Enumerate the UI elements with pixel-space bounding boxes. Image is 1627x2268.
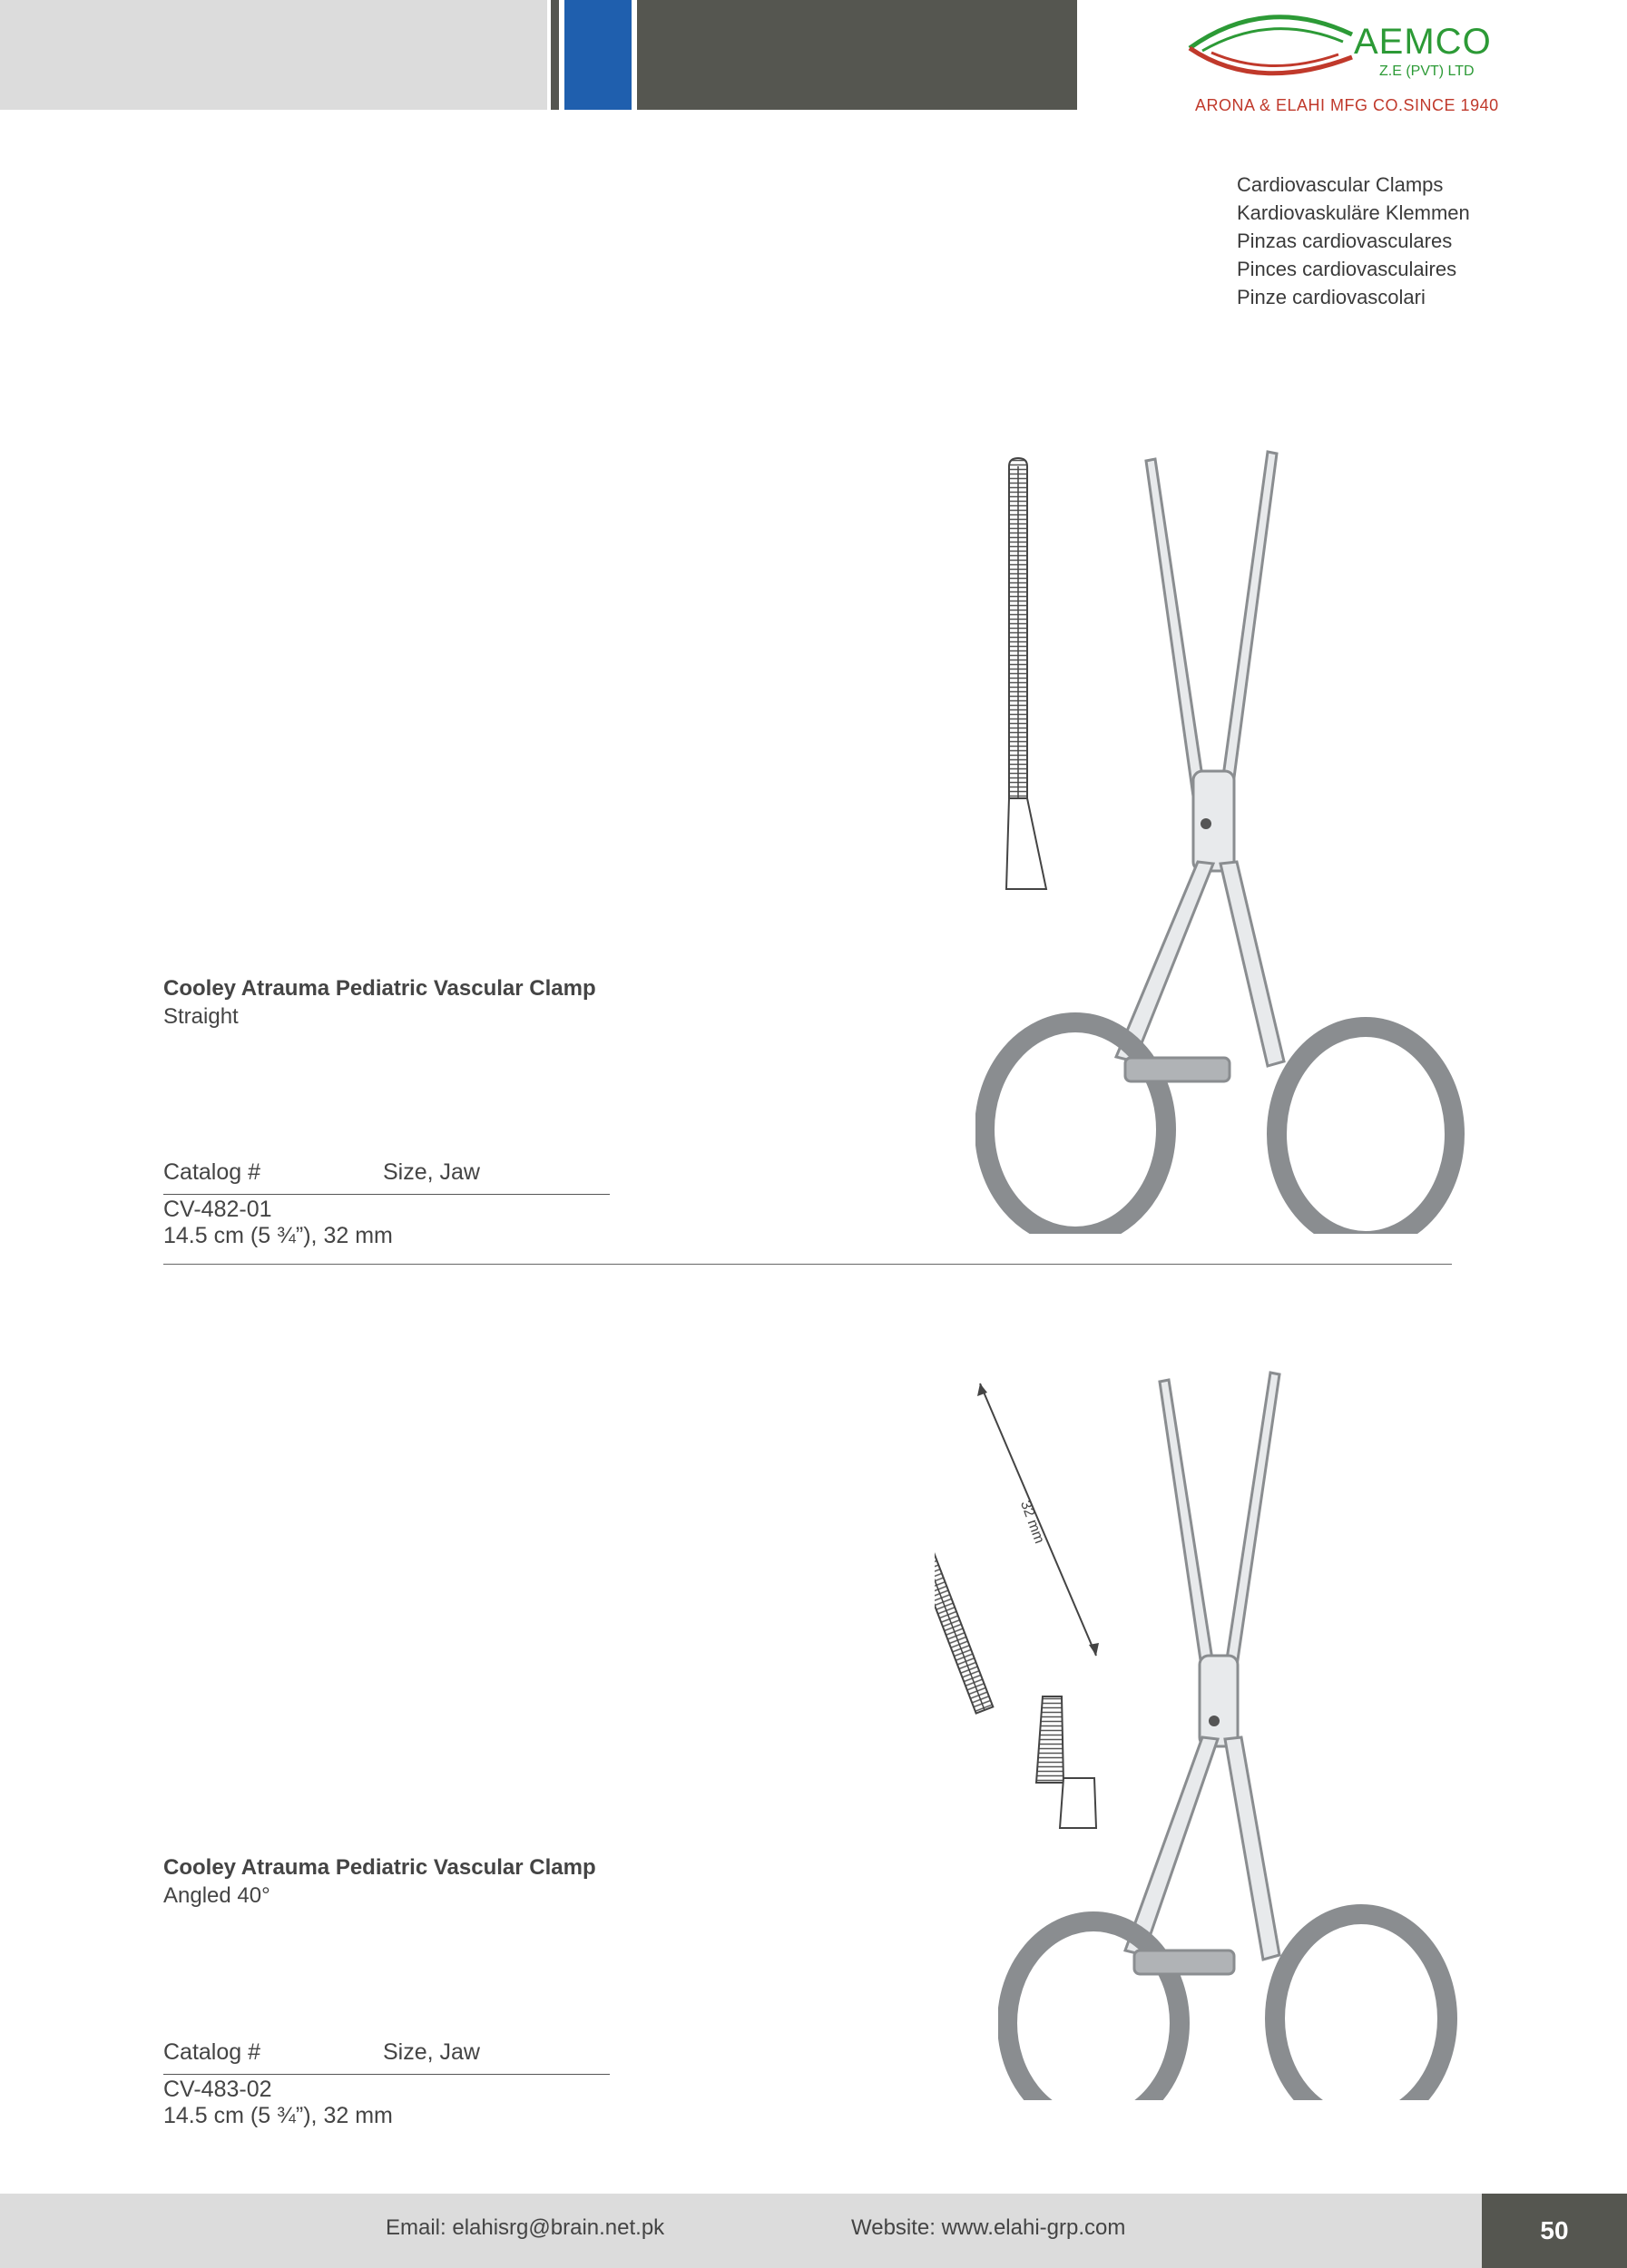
catalog-number: CV-482-01 (163, 1197, 272, 1222)
size-jaw-value: 14.5 cm (5 ¾”), 32 mm (163, 2103, 393, 2128)
spec-table (163, 2039, 610, 2129)
product-title: Cooley Atrauma Pediatric Vascular Clamp (163, 1855, 596, 1880)
catalog-header: Catalog # (163, 2039, 261, 2065)
size-jaw-header: Size, Jaw (383, 1159, 480, 1185)
product-variant: Angled 40° (163, 1883, 270, 1908)
spec-table (163, 1159, 610, 1249)
category-name-fr: Pinces cardiovasculaires (1237, 258, 1457, 280)
header-bar-separator (551, 0, 559, 110)
category-names (1237, 171, 1470, 311)
clamp-angled-illustration (998, 1365, 1470, 2100)
catalog-number: CV-483-02 (163, 2077, 272, 2102)
header-bar-dark (637, 0, 1077, 110)
spec-table-row (163, 2077, 610, 2129)
category-name-de: Kardiovaskuläre Klemmen (1237, 201, 1470, 224)
category-name-en: Cardiovascular Clamps (1237, 173, 1444, 196)
aemco-logo-mark (1184, 7, 1366, 89)
catalog-header: Catalog # (163, 1159, 261, 1185)
header-bar-blue (564, 0, 632, 110)
category-name-es: Pinzas cardiovasculares (1237, 230, 1453, 252)
clamp-straight-illustration (975, 445, 1465, 1234)
size-jaw-header: Size, Jaw (383, 2039, 480, 2065)
footer-bar (0, 2194, 1627, 2268)
header-bar-light (0, 0, 547, 110)
footer-website: Website: www.elahi-grp.com (851, 2215, 1126, 2240)
logo-name: AEMCO (1354, 22, 1492, 62)
spec-table-row (163, 1197, 610, 1249)
logo-tagline: ARONA & ELAHI MFG CO.SINCE 1940 (1195, 96, 1499, 114)
size-jaw-value: 14.5 cm (5 ¾”), 32 mm (163, 1223, 393, 1248)
section-divider (163, 1264, 1452, 1265)
footer-email: Email: elahisrg@brain.net.pk (386, 2215, 665, 2240)
product-title: Cooley Atrauma Pediatric Vascular Clamp (163, 976, 596, 1001)
jaw-dimension-label: 32 mm (1017, 1499, 1047, 1546)
logo-subtitle: Z.E (PVT) LTD (1379, 64, 1475, 79)
category-name-it: Pinze cardiovascolari (1237, 286, 1426, 308)
page-number: 50 (1482, 2194, 1627, 2268)
spec-table-header (163, 1159, 610, 1195)
spec-table-header (163, 2039, 610, 2075)
product-variant: Straight (163, 1004, 239, 1029)
